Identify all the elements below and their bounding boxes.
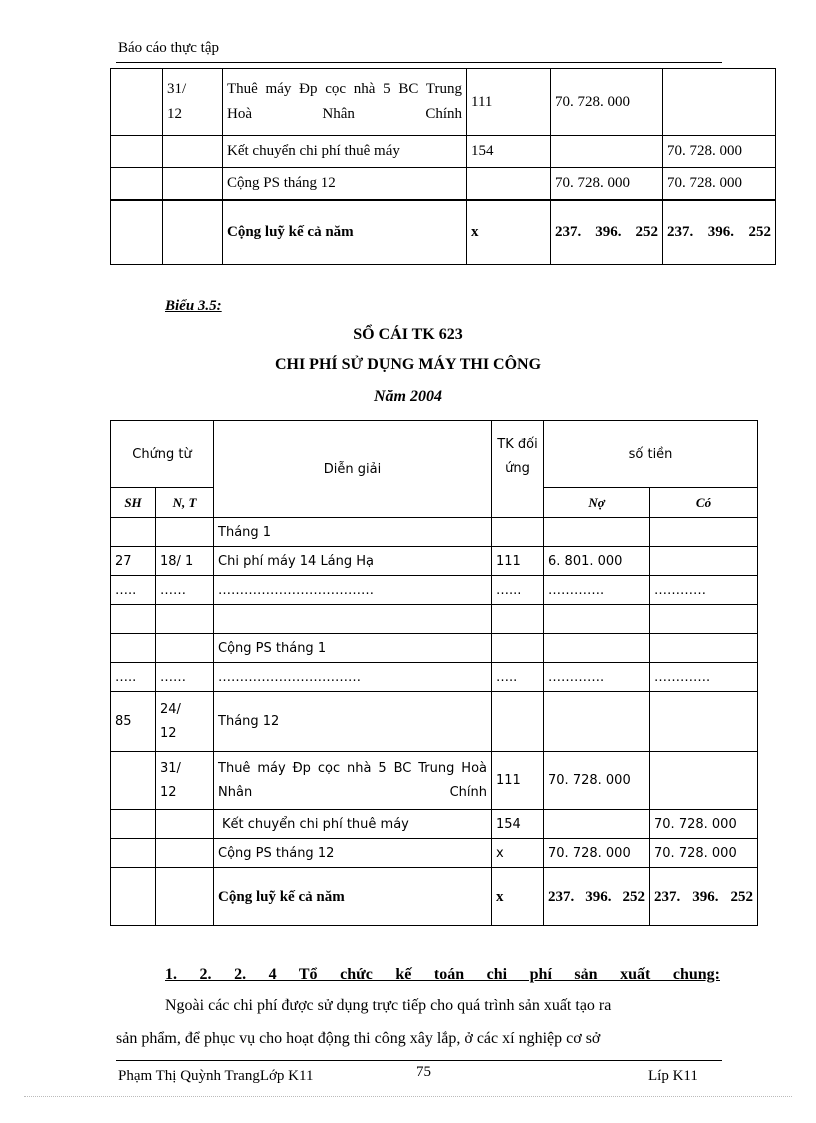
table-row xyxy=(111,634,758,663)
cell-nt-text: 31/ 12 xyxy=(160,760,181,800)
cell-desc: Chi phí máy 14 Láng Hạ xyxy=(214,547,492,576)
cell-sh xyxy=(111,868,156,926)
cell-co: …………. xyxy=(650,663,758,692)
cell-nt-text: 24/ 12 xyxy=(160,701,181,741)
table-row xyxy=(111,692,758,752)
cell-nt xyxy=(156,868,214,926)
cell-tk: ….. xyxy=(492,663,544,692)
cell-nt xyxy=(163,200,223,265)
cell-desc: Thuê máy Đp cọc nhà 5 BC Trung Hoà Nhân Chính xyxy=(214,752,492,810)
cell-co xyxy=(650,692,758,752)
cell-no: 70. 728. 000 xyxy=(544,839,650,868)
cell-no xyxy=(551,136,663,168)
cell-co: 70. 728. 000 xyxy=(650,810,758,839)
cell-desc: Cộng PS tháng 1 xyxy=(214,634,492,663)
ledger-title: SỔ CÁI TK 623 xyxy=(353,326,463,343)
cell-co: 70. 728. 000 xyxy=(663,168,776,200)
cell-sh xyxy=(111,839,156,868)
cell-sh xyxy=(111,810,156,839)
cell-desc: Thuê máy Đp cọc nhà 5 BC Trung Hoà Nhân Chính xyxy=(223,69,467,136)
cell-nt xyxy=(156,518,214,547)
cell-no: …………. xyxy=(544,663,650,692)
ledger-year: Năm 2004 xyxy=(374,388,442,405)
section-heading: 1. 2. 2. 4 Tổ chức kế toán chi phí sản xuất chung: xyxy=(165,966,720,983)
cell-tk: …... xyxy=(492,576,544,605)
cell-desc: ……………………………… xyxy=(214,576,492,605)
continued-ledger-table xyxy=(110,68,776,265)
header-so-tien: số tiền xyxy=(544,421,758,488)
table-row xyxy=(111,839,758,868)
cell-tk: 154 xyxy=(492,810,544,839)
cell-nt xyxy=(163,69,223,136)
cell-co xyxy=(650,752,758,810)
cell-no xyxy=(544,634,650,663)
cell-desc: …………………………… xyxy=(214,663,492,692)
header-chung-tu: Chứng từ xyxy=(111,421,214,488)
cell-desc: Kết chuyển chi phí thuê máy xyxy=(214,810,492,839)
cell-desc: Kết chuyển chi phí thuê máy xyxy=(223,136,467,168)
cell-nt xyxy=(156,839,214,868)
cell-no: 70. 728. 000 xyxy=(551,69,663,136)
table-row xyxy=(111,69,776,136)
table-row xyxy=(111,518,758,547)
cell-tk: x xyxy=(492,868,544,926)
cell-no xyxy=(544,605,650,634)
cell-co xyxy=(650,518,758,547)
figure-caption: Biểu 3.5: xyxy=(165,298,222,314)
cell-sh: ….. xyxy=(111,576,156,605)
table-header-row xyxy=(111,421,758,488)
cell-nt-text: 31/ 12 xyxy=(167,81,187,122)
cell-co: ………… xyxy=(650,576,758,605)
cell-nt xyxy=(163,168,223,200)
cell-tk: x xyxy=(492,839,544,868)
paragraph-line-2: sản phẩm, để phục vụ cho hoạt động thi công xây lắp, ở các xí nghiệp cơ sở xyxy=(116,1030,601,1047)
cell-no: 70. 728. 000 xyxy=(551,168,663,200)
table-row xyxy=(111,576,758,605)
header-no: Nợ xyxy=(544,488,650,518)
header-rule xyxy=(116,62,722,63)
cell-desc: Cộng PS tháng 12 xyxy=(214,839,492,868)
cell-desc xyxy=(214,605,492,634)
table-row xyxy=(111,663,758,692)
cell-tk xyxy=(467,168,551,200)
table-row xyxy=(111,168,776,200)
cell-tk: 111 xyxy=(492,547,544,576)
header-nt: N, T xyxy=(156,488,214,518)
header-tk: TK đối ứng xyxy=(492,421,544,518)
cell-nt xyxy=(156,752,214,810)
page-number: 75 xyxy=(416,1064,431,1080)
table-row xyxy=(111,752,758,810)
cell-sh xyxy=(111,752,156,810)
cell-tk xyxy=(492,518,544,547)
ledger-table xyxy=(110,420,758,926)
cell-no xyxy=(544,692,650,752)
cell-no: 6. 801. 000 xyxy=(544,547,650,576)
table-row xyxy=(111,868,758,926)
cell-sh xyxy=(111,518,156,547)
header-sh: SH xyxy=(111,488,156,518)
cell-sh: 85 xyxy=(111,692,156,752)
cell-no: 237. 396. 252 xyxy=(544,868,650,926)
cell-co: 70. 728. 000 xyxy=(663,136,776,168)
cell-tk: 111 xyxy=(492,752,544,810)
cell-desc: Tháng 12 xyxy=(214,692,492,752)
cell-co xyxy=(663,69,776,136)
cell-sh: 27 xyxy=(111,547,156,576)
table-row xyxy=(111,605,758,634)
cell-no: 70. 728. 000 xyxy=(544,752,650,810)
page-bottom-dotted-rule xyxy=(24,1096,792,1097)
cell-sh xyxy=(111,168,163,200)
table-row xyxy=(111,200,776,265)
cell-sh xyxy=(111,634,156,663)
cell-desc: Cộng PS tháng 12 xyxy=(223,168,467,200)
table-row xyxy=(111,136,776,168)
cell-desc: Cộng luỹ kế cả năm xyxy=(214,868,492,926)
header-co: Có xyxy=(650,488,758,518)
cell-nt: 18/ 1 xyxy=(156,547,214,576)
cell-sh xyxy=(111,136,163,168)
cell-sh xyxy=(111,605,156,634)
cell-nt xyxy=(156,810,214,839)
cell-co xyxy=(650,634,758,663)
cell-sh: ….. xyxy=(111,663,156,692)
cell-co: 237. 396. 252 xyxy=(650,868,758,926)
cell-co: 237. 396. 252 xyxy=(663,200,776,265)
paragraph-line-1: Ngoài các chi phí được sử dụng trực tiếp cho quá trình sản xuất tạo ra xyxy=(165,997,612,1014)
cell-nt xyxy=(156,634,214,663)
footer-author: Phạm Thị Quỳnh TrangLớp K11 xyxy=(118,1068,314,1084)
cell-sh xyxy=(111,200,163,265)
cell-tk: x xyxy=(467,200,551,265)
cell-no xyxy=(544,810,650,839)
cell-desc: Cộng luỹ kế cả năm xyxy=(223,200,467,265)
cell-co xyxy=(650,547,758,576)
cell-tk xyxy=(492,605,544,634)
header-dien-giai: Diễn giải xyxy=(214,421,492,518)
cell-tk: 111 xyxy=(467,69,551,136)
cell-nt xyxy=(156,605,214,634)
table-row xyxy=(111,547,758,576)
cell-no: 237. 396. 252 xyxy=(551,200,663,265)
cell-tk xyxy=(492,634,544,663)
cell-co xyxy=(650,605,758,634)
cell-nt: …… xyxy=(156,576,214,605)
footer-rule xyxy=(116,1060,722,1061)
cell-nt xyxy=(156,692,214,752)
page-header: Báo cáo thực tập xyxy=(118,40,220,56)
cell-desc: Tháng 1 xyxy=(214,518,492,547)
cell-tk: 154 xyxy=(467,136,551,168)
footer-class: Líp K11 xyxy=(648,1068,698,1084)
cell-nt xyxy=(163,136,223,168)
cell-co: 70. 728. 000 xyxy=(650,839,758,868)
cell-sh xyxy=(111,69,163,136)
cell-no xyxy=(544,518,650,547)
table-row xyxy=(111,810,758,839)
cell-no: …………. xyxy=(544,576,650,605)
cell-tk xyxy=(492,692,544,752)
ledger-subtitle: CHI PHÍ SỬ DỤNG MÁY THI CÔNG xyxy=(274,356,542,373)
cell-nt: …… xyxy=(156,663,214,692)
